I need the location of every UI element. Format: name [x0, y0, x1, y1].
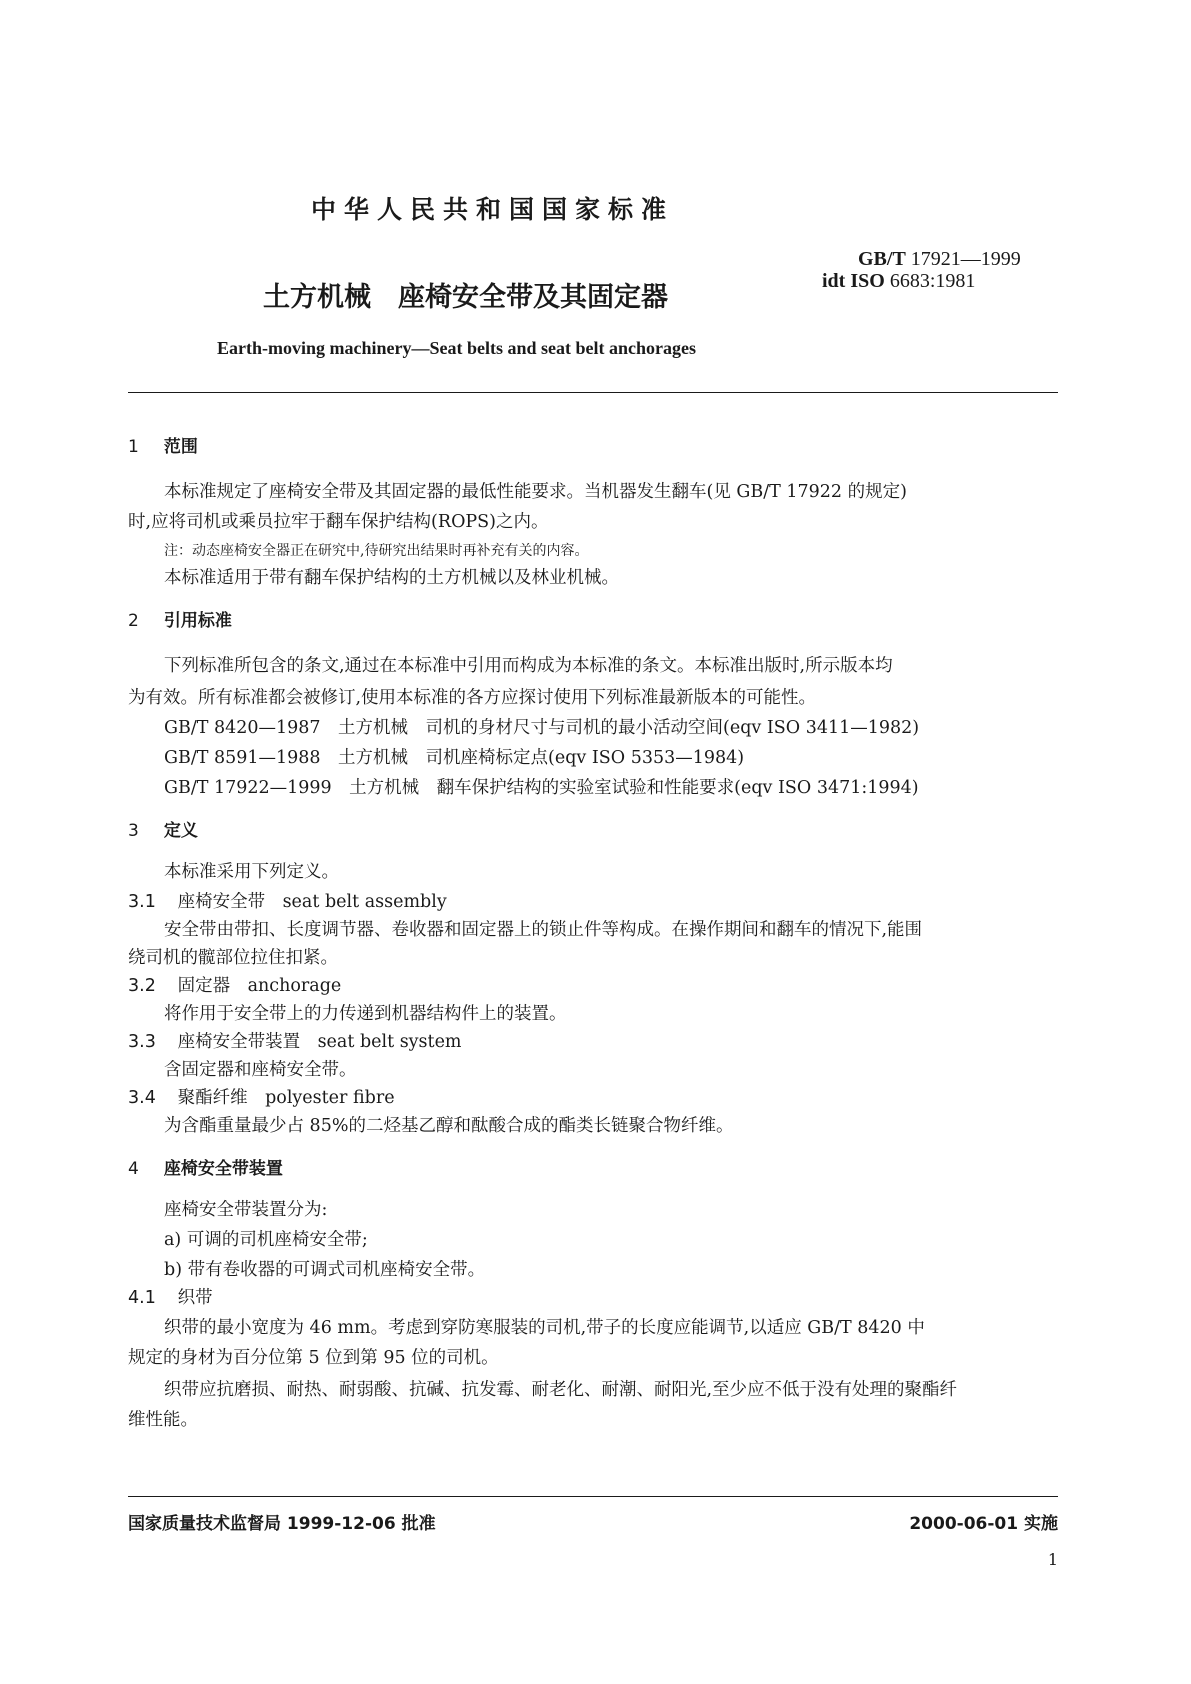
section-1-paragraph-line: 时,应将司机或乘员拉牢于翻车保护结构(ROPS)之内。 — [128, 512, 549, 532]
section-number: 3 — [128, 821, 139, 841]
definition-term-text: 聚酯纤维 polyester fibre — [177, 1088, 395, 1108]
section-1-paragraph-line: 本标准规定了座椅安全带及其固定器的最低性能要求。当机器发生翻车(见 GB/T 17922 的规定) — [164, 482, 907, 502]
subsection-paragraph-line: 维性能。 — [128, 1410, 198, 1430]
approval-text: 国家质量技术监督局 1999-12-06 批准 — [128, 1514, 436, 1534]
idt-reference — [822, 270, 975, 293]
section-title: 范围 — [163, 437, 198, 457]
section-2-paragraph-line: 下列标准所包含的条文,通过在本标准中引用而构成为本标准的条文。本标准出版时,所示版本均 — [164, 656, 893, 676]
definition-term-text: 座椅安全带 seat belt assembly — [177, 892, 447, 912]
reference-item: GB/T 8591—1988 土方机械 司机座椅标定点(eqv ISO 5353—1984) — [164, 748, 745, 768]
subsection-title: 织带 — [177, 1288, 213, 1308]
implementation-text: 2000-06-01 实施 — [909, 1514, 1058, 1534]
title-english: Earth-moving machinery—Seat belts and seat belt anchorages — [217, 338, 696, 358]
definition-term — [128, 888, 447, 913]
subsection-paragraph-line: 规定的身材为百分位第 5 位到第 95 位的司机。 — [128, 1348, 499, 1368]
definition-number: 3.2 — [128, 976, 156, 996]
definition-text: 为含酯重量最少占 85%的二烃基乙醇和酞酸合成的酯类长链聚合物纤维。 — [164, 1116, 734, 1136]
definition-text: 将作用于安全带上的力传递到机器结构件上的装置。 — [164, 1004, 567, 1024]
list-item: a) 可调的司机座椅安全带; — [164, 1230, 368, 1250]
section-title: 定义 — [163, 821, 198, 841]
subsection-paragraph-line: 织带应抗磨损、耐热、耐弱酸、抗碱、抗发霉、耐老化、耐潮、耐阳光,至少应不低于没有处理的聚酯纤 — [164, 1380, 958, 1400]
definition-number: 3.1 — [128, 892, 156, 912]
subsection-paragraph-line: 织带的最小宽度为 46 mm。考虑到穿防寒服装的司机,带子的长度应能调节,以适应 GB/T 8420 中 — [164, 1318, 925, 1338]
definition-term-text: 固定器 anchorage — [177, 976, 342, 996]
title-chinese: 土方机械 座椅安全带及其固定器 — [263, 282, 668, 313]
idt-number: 6683:1981 — [889, 270, 976, 292]
section-4-heading — [128, 1154, 283, 1179]
reference-item: GB/T 17922—1999 土方机械 翻车保护结构的实验室试验和性能要求(eqv ISO 3471:1994) — [164, 778, 919, 798]
page-number: 1 — [1047, 1550, 1058, 1569]
definition-text: 含固定器和座椅安全带。 — [164, 1060, 357, 1080]
section-3-intro: 本标准采用下列定义。 — [164, 862, 339, 882]
section-1-heading — [128, 432, 198, 457]
subsection-heading — [128, 1284, 213, 1309]
section-1-note: 注：动态座椅安全器正在研究中,待研究出结果时再补充有关的内容。 — [164, 543, 589, 559]
definition-term-text: 座椅安全带装置 seat belt system — [177, 1032, 462, 1052]
definition-number: 3.4 — [128, 1088, 156, 1108]
section-number: 1 — [128, 437, 139, 457]
section-2-paragraph-line: 为有效。所有标准都会被修订,使用本标准的各方应探讨使用下列标准最新版本的可能性。 — [128, 688, 817, 708]
standard-number — [858, 248, 1021, 271]
idt-prefix: idt ISO — [822, 270, 885, 292]
section-1-paragraph-line: 本标准适用于带有翻车保护结构的土方机械以及林业机械。 — [164, 568, 619, 588]
section-number: 4 — [128, 1159, 139, 1179]
standard-number-prefix: GB/T — [858, 248, 906, 270]
definition-text: 安全带由带扣、长度调节器、卷收器和固定器上的锁止件等构成。在操作期间和翻车的情况下,能围 — [164, 920, 923, 940]
section-title: 座椅安全带装置 — [163, 1159, 283, 1179]
definition-term — [128, 972, 341, 997]
standard-number-value: 17921—1999 — [910, 248, 1021, 270]
section-4-intro: 座椅安全带装置分为: — [164, 1200, 328, 1220]
definition-term — [128, 1084, 395, 1109]
section-title: 引用标准 — [163, 611, 232, 631]
national-standard-heading: 中华人民共和国国家标准 — [311, 195, 675, 224]
definition-text: 绕司机的髋部位拉住扣紧。 — [128, 948, 338, 968]
subsection-number: 4.1 — [128, 1288, 156, 1308]
section-2-heading — [128, 606, 232, 631]
definition-number: 3.3 — [128, 1032, 156, 1052]
list-item: b) 带有卷收器的可调式司机座椅安全带。 — [164, 1260, 486, 1280]
section-3-heading — [128, 816, 198, 841]
definition-term — [128, 1028, 462, 1053]
header-divider — [128, 392, 1058, 393]
section-number: 2 — [128, 611, 139, 631]
footer-divider — [128, 1496, 1058, 1497]
reference-item: GB/T 8420—1987 土方机械 司机的身材尺寸与司机的最小活动空间(eqv ISO 3411—1982) — [164, 718, 920, 738]
